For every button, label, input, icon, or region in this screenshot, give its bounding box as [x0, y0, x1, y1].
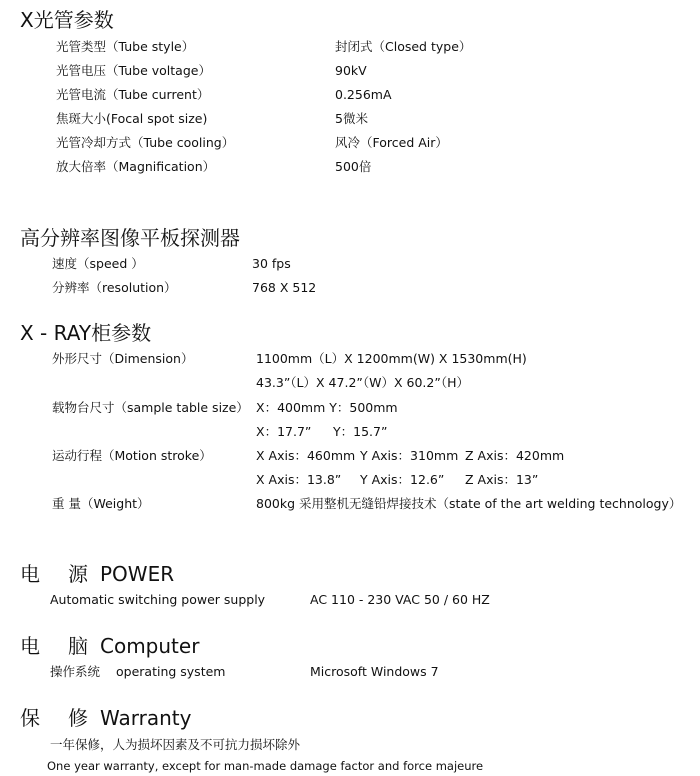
power-heading-cn-1: 电: [20, 562, 40, 586]
operating-system-value: Microsoft Windows 7: [310, 664, 439, 679]
weight-value: 800kg 采用整机无缝铅焊接技术（state of the art welding technology）: [256, 496, 682, 511]
computer-heading-cn-1: 电: [20, 634, 40, 658]
tube-cooling-value: 风冷（Forced Air）: [335, 135, 448, 150]
tube-section-heading: X光管参数: [20, 8, 114, 32]
tube-cooling-label: 光管冷却方式（Tube cooling）: [56, 135, 235, 150]
warranty-heading-cn-1: 保: [20, 706, 40, 730]
power-heading-cn-2: 源: [68, 562, 88, 586]
weight-label: 重 量（Weight）: [52, 496, 150, 511]
magnification-label: 放大倍率（Magnification）: [56, 159, 216, 174]
dimension-imperial-value: 43.3”（L）X 47.2”（W）X 60.2”（H）: [256, 375, 469, 390]
tube-style-label: 光管类型（Tube style）: [56, 39, 195, 54]
operating-system-label-en: operating system: [116, 664, 226, 679]
motion-stroke-label: 运动行程（Motion stroke）: [52, 448, 212, 463]
sample-table-imperial-x: X：17.7”: [256, 424, 312, 439]
tube-current-value: 0.256mA: [335, 87, 392, 102]
sample-table-imperial-y: Y：15.7”: [333, 424, 388, 439]
computer-heading-en: Computer: [100, 634, 200, 658]
speed-label: 速度（speed ）: [52, 256, 144, 271]
warranty-text-en: One year warranty, except for man-made damage factor and force majeure: [47, 759, 484, 773]
cabinet-section-heading: X - RAY柜参数: [20, 321, 152, 345]
tube-voltage-label: 光管电压（Tube voltage）: [56, 63, 211, 78]
sample-table-metric-value: X：400mm Y：500mm: [256, 400, 398, 415]
power-supply-value: AC 110 - 230 VAC 50 / 60 HZ: [310, 592, 490, 607]
operating-system-label-cn: 操作系统: [50, 664, 101, 679]
tube-voltage-value: 90kV: [335, 63, 367, 78]
tube-current-label: 光管电流（Tube current）: [56, 87, 210, 102]
magnification-value: 500倍: [335, 159, 372, 174]
dimension-metric-value: 1100mm（L）X 1200mm(W) X 1530mm(H): [256, 351, 527, 366]
motion-stroke-y-imperial: Y Axis：12.6”: [360, 472, 445, 487]
motion-stroke-x-metric: X Axis：460mm: [256, 448, 356, 463]
power-heading-en: POWER: [100, 562, 175, 586]
resolution-value: 768 X 512: [252, 280, 317, 295]
detector-section-heading: 高分辨率图像平板探测器: [20, 226, 240, 250]
power-section-heading: [20, 562, 174, 586]
warranty-text-cn: 一年保修，人为损坏因素及不可抗力损坏除外: [50, 737, 301, 752]
warranty-section-heading: [20, 706, 191, 730]
warranty-heading-cn-2: 修: [68, 706, 88, 730]
focal-spot-label: 焦斑大小(Focal spot size): [56, 111, 208, 126]
focal-spot-value: 5微米: [335, 111, 368, 126]
resolution-label: 分辨率（resolution）: [52, 280, 177, 295]
computer-heading-cn-2: 脑: [68, 634, 88, 658]
motion-stroke-y-metric: Y Axis：310mm: [360, 448, 459, 463]
tube-style-value: 封闭式（Closed type）: [335, 39, 472, 54]
sample-table-label: 载物台尺寸（sample table size）: [52, 400, 249, 415]
dimension-label: 外形尺寸（Dimension）: [52, 351, 194, 366]
motion-stroke-z-metric: Z Axis：420mm: [465, 448, 565, 463]
motion-stroke-z-imperial: Z Axis：13”: [465, 472, 539, 487]
computer-section-heading: [20, 634, 199, 658]
motion-stroke-x-imperial: X Axis：13.8”: [256, 472, 342, 487]
warranty-heading-en: Warranty: [100, 706, 192, 730]
power-supply-label: Automatic switching power supply: [50, 592, 266, 607]
speed-value: 30 fps: [252, 256, 291, 271]
